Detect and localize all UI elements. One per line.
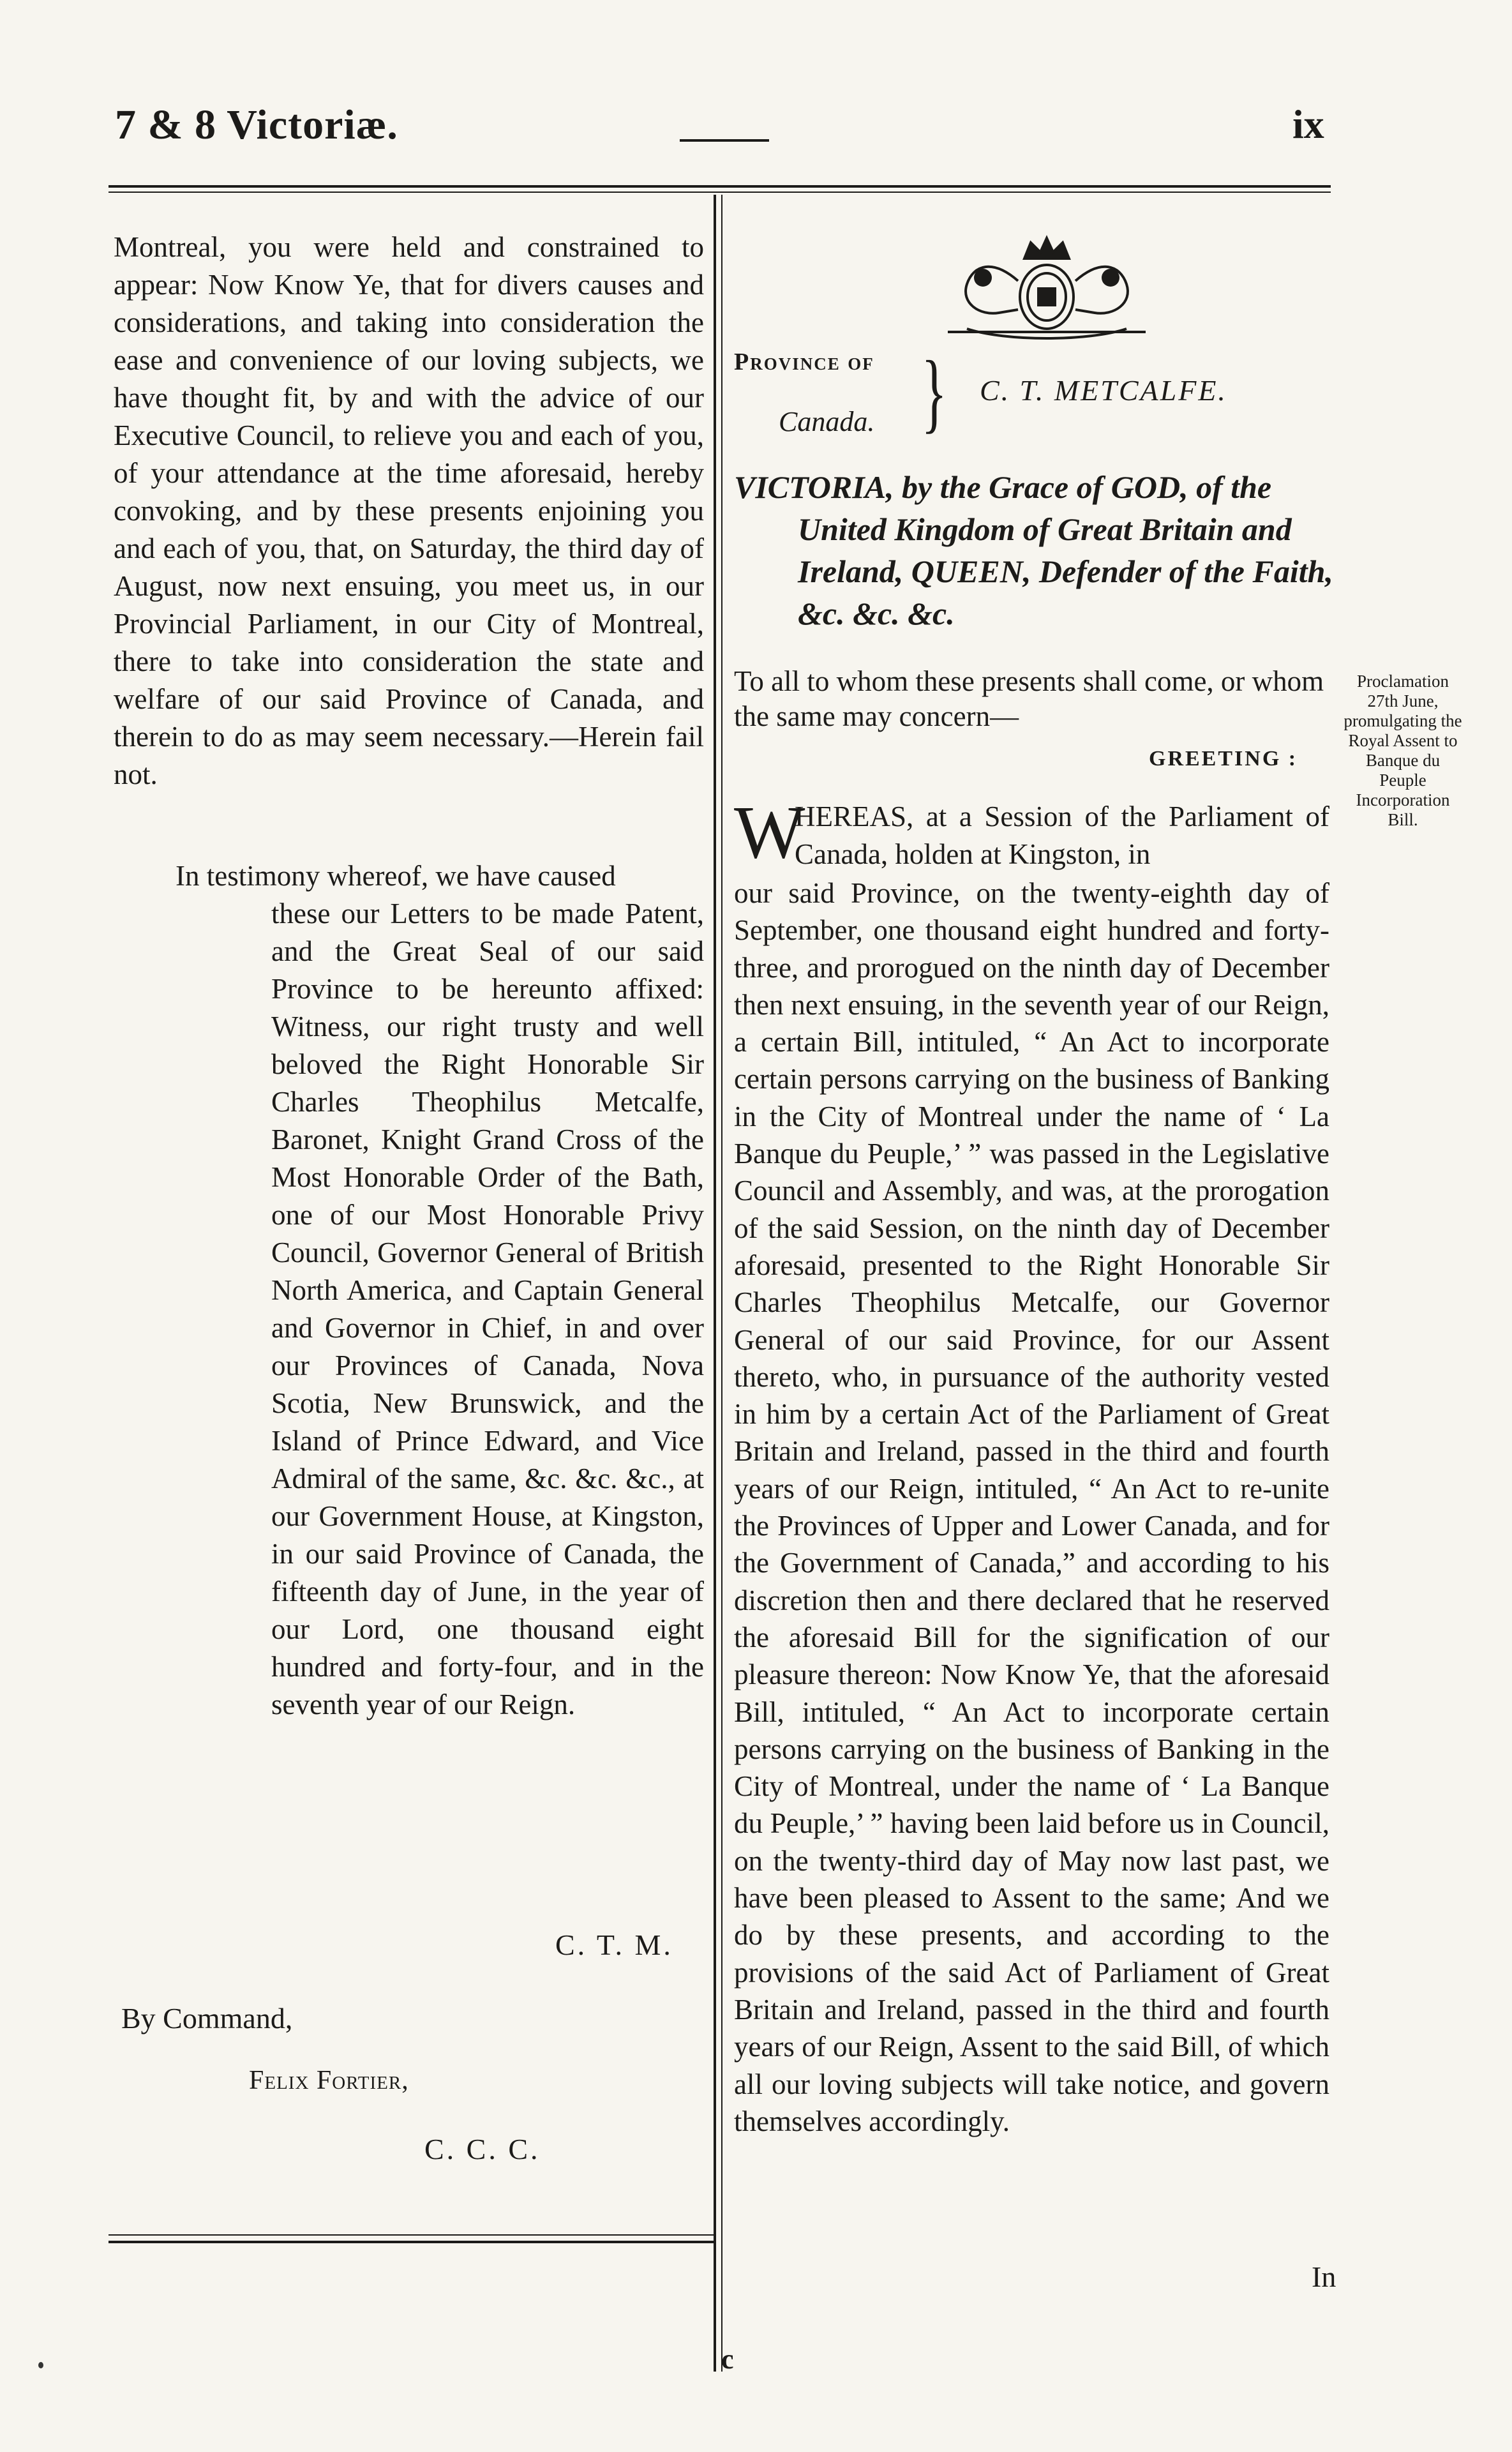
royal-style-first-line: VICTORIA, by the Grace of GOD, of the [734,469,1272,505]
secretary-title: C. C. C. [424,2133,541,2165]
column-rule [714,195,716,2372]
proclamation-closing-paragraph: Montreal, you were held and constrained to appear: Now Know Ye, that for divers causes and considerations, and taking into consideration the ease and convenience of our loving subjects, we have thought fit, by and with the advice of our Executive Council, to relieve you and each of you, of your attendance at the time aforesaid, hereby convoking, and by these presents enjoining you and each of you, that, on Saturday, the third day of August, now next ensuing, you meet us, in our Provincial Parliament, in our City of Montreal, there to take into consideration the state and welfare of our said Province of Canada, and therein to do as may seem necessary.—Herein fail not. [114,231,704,790]
royal-style-continuation: United Kingdom of Great Britain and Ireland, QUEEN, Defender of the Faith, &c. &c. &c. [798,511,1333,631]
top-rule-thin [109,192,1331,193]
signature-mark: c [721,2343,734,2375]
whereas-opening: HEREAS, at a Session of the Parliament of Canada, holden at Kingston, in [795,801,1329,870]
greeting: GREETING : [1149,747,1298,771]
column-rule-thin [721,195,722,2372]
province-name: Canada. [779,406,875,437]
marginal-note: Proclamation 27th June, promulgating the Royal Assent to Banque du Peuple Incorporation Bill. [1344,672,1462,829]
testimony-lead: In testimony whereof, we have caused [176,860,616,892]
salutation-address: To all to whom these presents shall come, or whom the same may concern— [734,665,1324,732]
royal-coat-of-arms-icon [929,233,1165,342]
province-label: Province of [734,349,874,375]
catchword: In [1312,2260,1336,2293]
drop-cap: W [734,790,805,874]
top-rule [109,185,1331,188]
bottom-rule-thin [109,2234,714,2236]
bottom-rule [109,2241,714,2243]
testimony-clause [176,857,704,1724]
whereas-body: our said Province, on the twenty-eighth day of September, one thousand eight hundred and forty-three, and prorogued on the ninth day of December then next ensuing, in the seventh year of our Reign, a certain Bill, intituled, “ An Act to incorporate certain persons carrying on the business of Banking in the City of Montreal under the name of ‘ La Banque du Peuple,’ ” was passed in the Legislative Council and Assembly, and was, at the prorogation of the said Session, on the ninth day of December aforesaid, presented to the Right Honorable Sir Charles Theophilus Metcalfe, our Governor General of our said Province, for our Assent thereto, who, in pursuance of the authority vested in him by a certain Act of the Parliament of Great Britain and Ireland, passed in the third and fourth years of our Reign, intituled, “ An Act to re-unite the Provinces of Upper and Lower Canada, and for the Government of Canada,” and according to his discretion then and there declared that he reserved the aforesaid Bill for the signification of our pleasure thereon: Now Know Ye, that the aforesaid Bill, intituled, “ An Act to incorporate certain persons carrying on the business of Banking in the City of Montreal, under the name of ‘ La Banque du Peuple,’ ” having been laid before us in Council, on the twenty-third day of May now last past, we have been pleased to Assent to the same; And we do by these presents, and according to the provisions of the said Act of Parliament of Great Britain and Ireland, passed in the third and fourth years of our Reign, Assent to the said Bill, of which all our loving subjects will take notice, and govern themselves accordingly. [734,877,1329,2137]
brace-glyph: } [921,343,947,442]
testimony-body: these our Letters to be made Patent, and the Great Seal of our said Province to be hereunto affixed: Witness, our right trusty and well beloved the Right Honorable Sir Charles Theophilus Metcalfe, Baronet, Knight Grand Cross of the Most Honorable Order of the Bath, one of our Most Honorable Privy Council, Governor General of British North America, and Captain General and Governor in Chief, in and over our Provinces of Canada, Nova Scotia, New Brunswick, and the Island of Prince Edward, and Vice Admiral of the same, &c. &c. &c., at our Government House, at Kingston, in our said Province of Canada, the fifteenth day of June, in the year of our Lord, one thousand eight hundred and forty-four, and in the seventh year of our Reign. [271,898,704,1720]
header-dash [680,139,769,142]
page-number: ix [1292,102,1324,147]
by-command: By Command, [121,2002,293,2035]
governor-initials: C. T. M. [555,1929,673,1961]
secretary-name: Felix Fortier, [249,2066,409,2095]
royal-style [734,466,1334,635]
signer-name: C. T. METCALFE. [980,374,1227,407]
ink-speck [38,2362,43,2368]
running-head-title: 7 & 8 Victoriæ. [115,102,398,148]
